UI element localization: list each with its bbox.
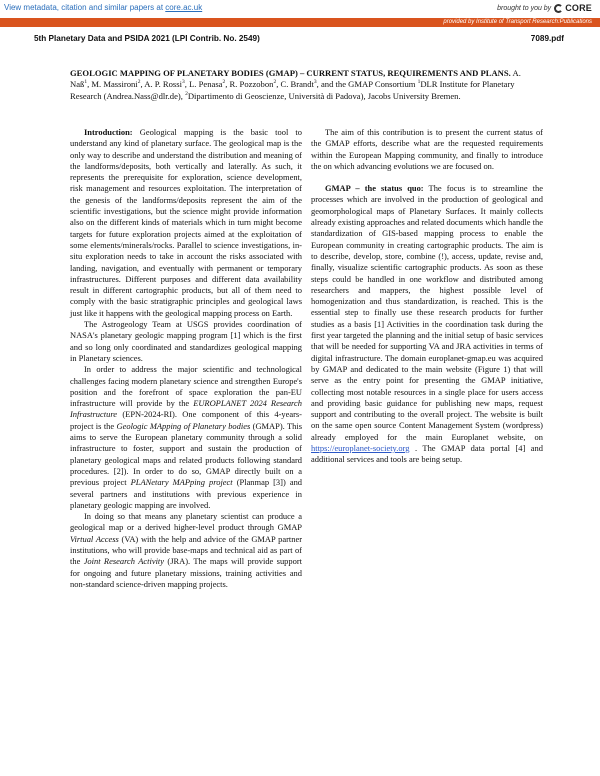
europlanet-text-d: (Planmap [3]) and several partners and institutions with previous experience in planetary geologic mapping are involved. bbox=[70, 477, 303, 510]
va-text-a: In doing so that means any planetary scientist can produce a geological map or a derived higher-level product through GMAP bbox=[70, 511, 302, 533]
core-logo-text: CORE bbox=[565, 3, 592, 13]
europlanet-text-c: (GMAP). This aims to serve the European planetary community through a solid infrastructure to foster, support and sustain the production of planetary geological maps and related products following standard procedures. [2]). In order to do so, GMAP directly built on a previous project bbox=[70, 420, 302, 488]
sup-5: 2 bbox=[273, 79, 277, 86]
europlanet-society-link[interactable]: https://europlanet-society.org bbox=[311, 443, 410, 454]
authors-3: , A. P. Rossi bbox=[140, 79, 183, 90]
core-banner bbox=[0, 0, 600, 18]
core-metadata-link[interactable] bbox=[4, 3, 202, 12]
va-italic-1: Virtual Access bbox=[70, 533, 119, 544]
status-text-a: The focus is to streamline the processes which are involved in the production of geological and geomorphological maps of Planetary Surfaces. It mainly collects already existing approaches and related documents which handle the standardization of GIS-based mapping process to enable the European community in creating cartographic products. The aim is to describe, develop, store, combine (!), access, update, revise and, finally, visualize scientific cartographic products. As soon as these steps could be handled in one workflow and distributed among researchers and mappers, the highest possible level of homogenization and thus standardization, is reached. This is the essential step to finally use these research products for further studies as a basis [1] Activities in the coordination task during the first year targeted the planning and the initial setup of basic services that will be needed for supporting VA and JRA activities in terms of digital infrastructure. The domain europlanet-gmap.eu was acquired by GMAP and dedicated to the main website (Figure 1) that will serve as the entry point for presenting the GMAP initiative, collecting most notable resources in a single place for users access and providing basic guidance for publishing new maps, request support and contributing to the overall project. The website is built on the same open source Content Management System (wordpress) already employed for the main Europlanet website, on bbox=[311, 183, 543, 442]
aim-paragraph: The aim of this contribution is to present the current status of the GMAP efforts, describe what are the requested requirements within the European Mapping community, and finally to introduce the on which advancing evolutions we are focused on. bbox=[311, 127, 543, 171]
status-heading: GMAP – the status quo: bbox=[325, 183, 424, 194]
status-text-b: . The GMAP data portal [4] and additional services and tools are being setup. bbox=[311, 443, 543, 465]
core-brand[interactable] bbox=[497, 3, 592, 13]
right-column bbox=[311, 127, 543, 466]
paper-id: 7089.pdf bbox=[530, 34, 564, 43]
va-text-c: (JRA). The maps will provide support for ongoing and future planetary missions, training activities and non-standard science-driven mapping projects. bbox=[70, 556, 302, 589]
sup-4: 2 bbox=[222, 79, 226, 86]
paper-title: GEOLOGIC MAPPING OF PLANETARY BODIES (GMAP) – CURRENT STATUS, REQUIREMENTS AND PLANS. bbox=[70, 68, 511, 78]
sup-8: 2 bbox=[185, 90, 188, 97]
europlanet-paragraph bbox=[70, 364, 302, 511]
virtual-access-paragraph bbox=[70, 511, 302, 590]
left-column bbox=[70, 127, 302, 590]
core-logo-icon bbox=[554, 4, 563, 13]
core-ac-uk-link[interactable]: core.ac.uk bbox=[165, 3, 203, 12]
title-block bbox=[70, 68, 530, 102]
core-logo[interactable] bbox=[554, 3, 592, 13]
va-italic-2: Joint Research Activity bbox=[83, 556, 165, 567]
europlanet-italic-1: EUROPLANET 2024 Research Infrastructure bbox=[70, 398, 302, 420]
usgs-paragraph: The Astrogeology Team at USGS provides coordination of NASA's planetary geologic mapping program [1] which is the first and so long only coordinated and standardizes geological mapping in Planetary sciences. bbox=[70, 319, 302, 363]
sup-3: 3 bbox=[182, 79, 185, 86]
affiliation-2: Dipartimento di Geoscienze, Università di Padova), Jacobs University Bremen. bbox=[187, 90, 461, 101]
authors-4: , L. Penasa bbox=[184, 79, 223, 90]
sup-7: 1 bbox=[417, 79, 421, 86]
authors-7: , and the GMAP Consortium bbox=[316, 79, 418, 90]
conference-name: 5th Planetary Data and PSIDA 2021 (LPI Contrib. No. 2549) bbox=[34, 34, 260, 43]
authors-1: A. Naß bbox=[70, 68, 521, 90]
va-text-b: (VA) with the help and advice of the GMAP partner institutions, who will provide base-maps and technical aid as part of the bbox=[70, 533, 303, 567]
authors-5: , R. Pozzobon bbox=[225, 79, 274, 90]
sup-1: 1 bbox=[84, 79, 88, 86]
affiliation-1: DLR Institute for Planetary Research (Andrea.Nass@dlr.de), bbox=[70, 79, 515, 101]
europlanet-italic-3: PLANetary MAPping project bbox=[130, 477, 233, 488]
sup-6: 3 bbox=[313, 79, 317, 86]
intro-heading: Introduction: bbox=[84, 127, 133, 137]
authors-6: , C. Brandt bbox=[276, 79, 314, 90]
europlanet-text-a: In order to address the major scientific and technological challenges facing modern planetary science and strengthen Europe's position and the forefront of space exploration the pan-EU infrastructure will provide by the bbox=[70, 364, 302, 409]
running-header bbox=[34, 34, 564, 43]
provided-by-text[interactable]: provided by Institute of Transport Research:Publications bbox=[443, 19, 592, 25]
brought-by-text: brought to you by bbox=[497, 4, 552, 12]
europlanet-italic-2: Geologic MApping of Planetary bodies bbox=[116, 420, 251, 431]
core-view-text: View metadata, citation and similar papers at bbox=[4, 3, 166, 12]
europlanet-text-b: (EPN-2024-RI). One component of this 4-years-project is the bbox=[70, 409, 302, 431]
status-paragraph bbox=[311, 183, 543, 465]
authors-2: , M. Massironi bbox=[87, 79, 138, 90]
intro-text: Geological mapping is the basic tool to understand any kind of planetary surface. The geological map is the only way to describe and understand the distribution and meaning of the landforms/deposits, both vertically and laterally. As such, it represents the prerequisite for exploration, science development, risk management and resources exploitation. The interpretation of the genesis of the landforms/deposits represent the aim of the scientific investigations, but the science might provide information also on the different kinds of materials which in turn might become targets for future exploration projects aimed at the exploitation of some elements/minerals/rocks. Parallel to science investigations, in-situ exploration needs to take in account the risks associated with landing, navigation, and eventually with permanent or temporary infrastructures. Different purposes and different data availability result in different cartographic products, but all of them need to comply with the basic stratigraphic principles and geological laws just like it happens with the geological mapping process on Earth. bbox=[70, 127, 302, 318]
intro-paragraph bbox=[70, 127, 302, 319]
provider-bar bbox=[0, 18, 600, 27]
sup-2: 2 bbox=[137, 79, 141, 86]
